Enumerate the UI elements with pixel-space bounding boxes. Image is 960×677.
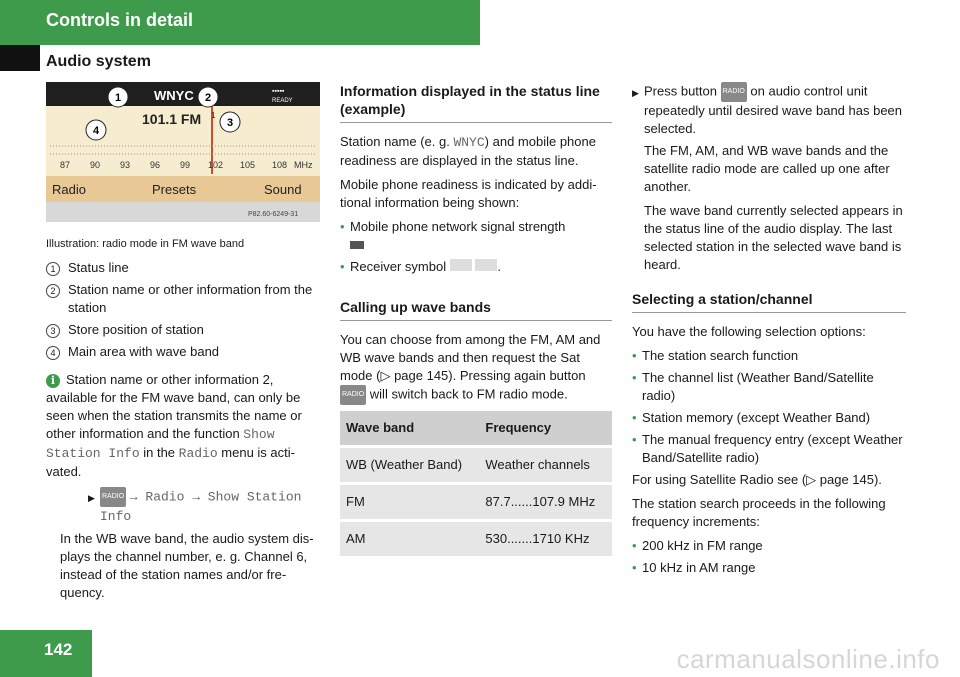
heading-status-line: Information displayed in the status line (example) xyxy=(340,82,612,123)
svg-text:99: 99 xyxy=(180,160,191,170)
paragraph: The FM, AM, and WB wave bands and the satellite radio mode are called up one after another. xyxy=(644,143,890,194)
svg-text:108: 108 xyxy=(272,160,288,170)
column-right xyxy=(632,82,906,581)
column-middle xyxy=(340,82,612,556)
frequency-readout: 101.1 FM xyxy=(142,111,202,127)
svg-text:Sound: Sound xyxy=(264,182,302,197)
paragraph: You have the following selection options: xyxy=(632,324,866,339)
bullet-item: • The manual frequency entry (except Weather Band/Satellite radio) xyxy=(632,432,903,465)
paragraph: Station name (e. g. WNYC) and mobile phone readiness are displayed in the status line. xyxy=(340,134,596,168)
legend-list xyxy=(46,259,321,361)
svg-text:P82.60-6249-31: P82.60-6249-31 xyxy=(248,211,299,218)
svg-text:93: 93 xyxy=(120,160,131,170)
paragraph: You can choose from among the FM, AM and WB wave bands and then request the Sat mode (▷ page 145). Pressing again button RADIO will switch back to FM radio mode. xyxy=(340,331,612,405)
signal-strength-icon xyxy=(350,241,364,249)
paragraph: For using Satellite Radio see (▷ page 145). xyxy=(632,472,882,487)
corner-marker xyxy=(0,45,40,71)
svg-text:96: 96 xyxy=(150,160,161,170)
bullet-item: • 10 kHz in AM range xyxy=(632,560,756,575)
svg-text:READY: READY xyxy=(272,98,293,104)
svg-text:4: 4 xyxy=(92,125,100,137)
paragraph: The wave band currently selected appears in the status line of the audio display. The last selected station in the selected wave band is heard. xyxy=(644,203,903,272)
instruction-step: ▶ RADIO → Radio → Show Station Info xyxy=(88,487,321,526)
info-note: i Station name or other information 2, available for the FM wave band, can only be seen when the station transmits the name or other information and the function Show Station Info in the Radio menu is acti-vated. xyxy=(46,372,302,479)
instruction-step: ▶ Press button RADIO on audio control unit repeatedly until desired wave band has been selected. xyxy=(632,83,903,136)
bullet-item: • Station memory (except Weather Band) xyxy=(632,410,871,425)
legend-item: 1 Status line xyxy=(46,259,321,277)
receiver-icon-2 xyxy=(475,259,497,271)
section-title: Audio system xyxy=(46,53,151,70)
table-row: FM 87.7......107.9 MHz xyxy=(340,484,612,521)
svg-text:Radio: Radio xyxy=(52,182,86,197)
heading-select-station: Selecting a station/channel xyxy=(632,290,906,313)
info-note-2: In the WB wave band, the audio system dis-plays the channel number, e. g. Channel 6, instead of the station names and/or fre-quency. xyxy=(60,531,314,600)
legend-item: 4 Main area with wave band xyxy=(46,343,321,361)
svg-text:2: 2 xyxy=(204,92,212,104)
svg-text:MHz: MHz xyxy=(294,160,313,170)
wave-band-table: Wave band Frequency WB (Weather Band) Weather channels FM 87.7......107.9 MHz AM 530.......1710 KHz xyxy=(340,411,612,556)
watermark: carmanualsonline.info xyxy=(676,644,940,674)
svg-text:90: 90 xyxy=(90,160,101,170)
frequency-scale xyxy=(60,160,313,170)
page-number: 142 xyxy=(44,640,73,659)
paragraph: Mobile phone readiness is indicated by addi-tional information being shown: xyxy=(340,177,597,210)
svg-text:102: 102 xyxy=(208,160,224,170)
legend-item: 3 Store position of station xyxy=(46,321,321,339)
table-row: AM 530.......1710 KHz xyxy=(340,521,612,557)
bullet-item: • The channel list (Weather Band/Satellite radio) xyxy=(632,370,874,403)
radio-display-figure xyxy=(46,82,320,222)
table-row: WB (Weather Band) Weather channels xyxy=(340,447,612,484)
svg-text:Presets: Presets xyxy=(152,182,197,197)
svg-text:3: 3 xyxy=(226,117,234,129)
info-icon: i xyxy=(46,374,60,388)
heading-wave-bands: Calling up wave bands xyxy=(340,298,612,321)
svg-text:1: 1 xyxy=(211,111,216,120)
radio-key-icon: RADIO xyxy=(340,385,366,405)
chapter-title: Controls in detail xyxy=(46,10,194,30)
arrow-icon: ▶ xyxy=(632,88,639,98)
bullet-item: • Mobile phone network signal strength xyxy=(340,218,612,254)
paragraph: The station search proceeds in the following frequency increments: xyxy=(632,496,886,529)
receiver-icon xyxy=(450,259,472,271)
bullet-item: • 200 kHz in FM range xyxy=(632,538,763,553)
radio-key-icon: RADIO xyxy=(721,82,747,102)
figure-caption: Illustration: radio mode in FM wave band xyxy=(46,238,245,250)
arrow-icon: ▶ xyxy=(88,493,95,503)
column-left xyxy=(46,82,321,608)
svg-text:1: 1 xyxy=(114,92,122,104)
radio-key-icon: RADIO xyxy=(100,487,126,507)
bullet-item: • Receiver symbol . xyxy=(340,259,501,274)
legend-item: 2 Station name or other information from the station xyxy=(46,281,321,317)
svg-text:105: 105 xyxy=(240,160,256,170)
svg-text:87: 87 xyxy=(60,160,71,170)
bullet-item: • The station search function xyxy=(632,348,799,363)
status-station: WNYC xyxy=(154,88,194,103)
svg-text:▪▪▪▪▪: ▪▪▪▪▪ xyxy=(272,88,285,95)
